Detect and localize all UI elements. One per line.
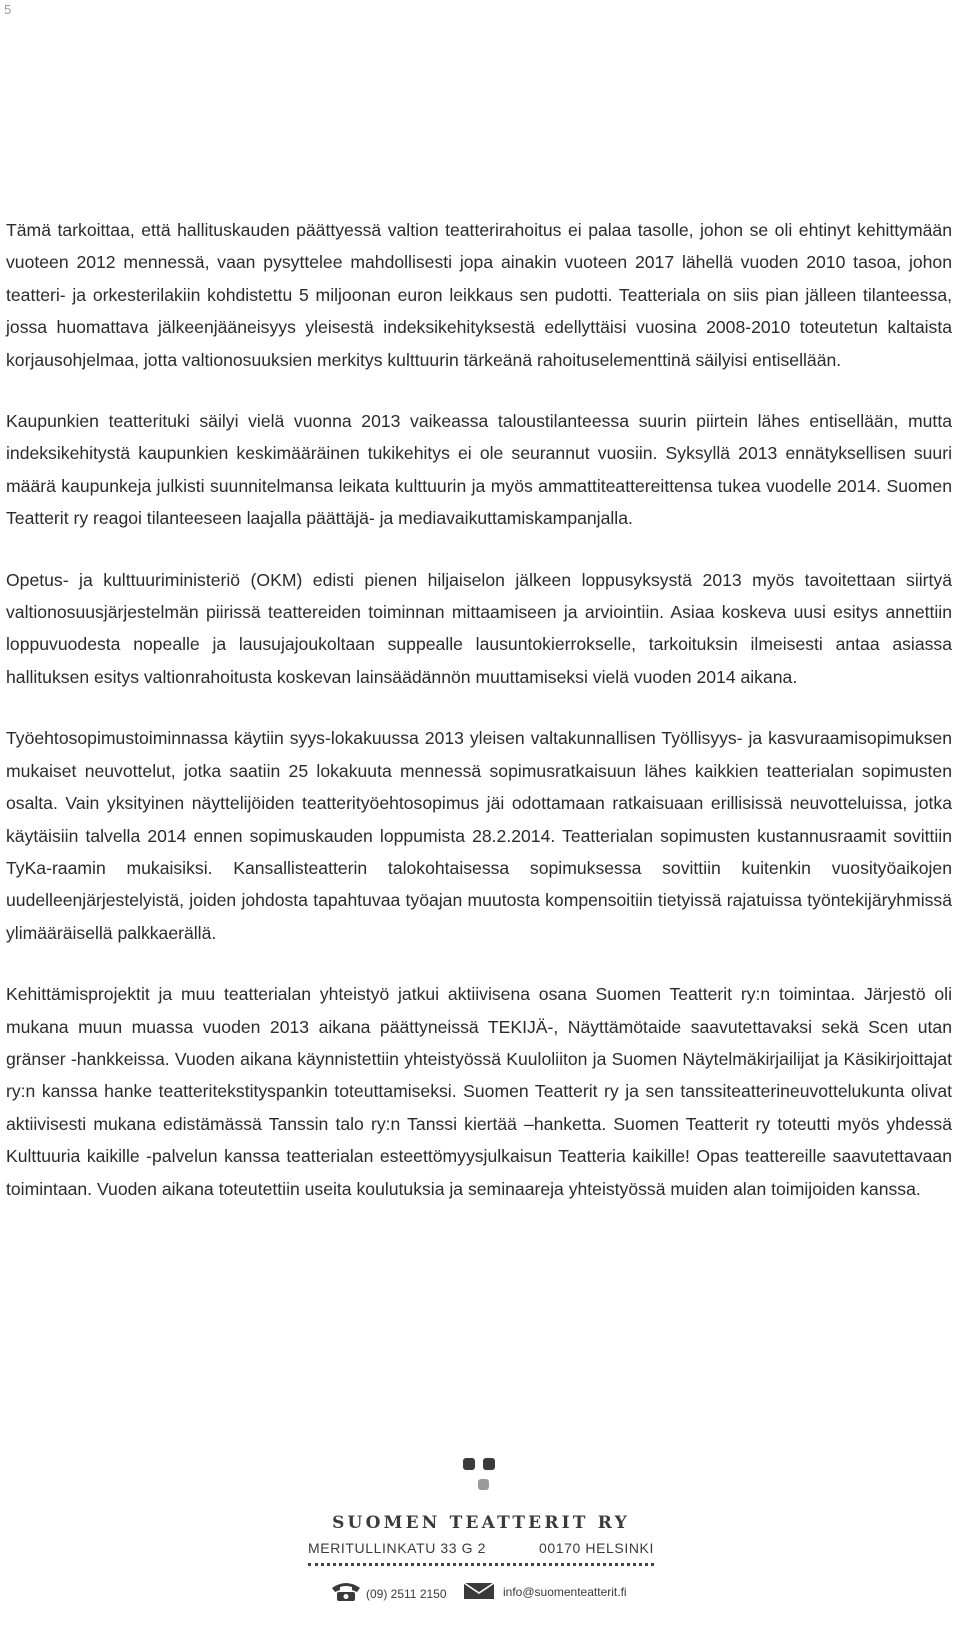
paragraph-budget: Tämä tarkoittaa, että hallituskauden päättyessä valtion teatterirahoitus ei palaa tasolle, johon se oli ehtinyt kehittymään vuoteen 2012 mennessä, vaan pysyttelee mahdollisesti jopa ainakin vuoteen 2017 lähellä vuoden 2010 tasoa, johon teatteri- ja orkesterilakiin kohdistettu 5 miljoonan euron leikkaus sen pudotti. Teatteriala on siis pian jälleen tilanteessa, jossa huomattava jälkeenjääneisyys yleisestä indeksikehityksestä edellyttäisi vuosina 2008-2010 toteutetun kaltaista korjausohjelmaa, jotta valtionosuuksien merkitys kulttuurin tärkeänä rahoituselementtinä säilyisi entisellään.: [6, 220, 952, 370]
phone-icon: [330, 1580, 362, 1605]
email-link[interactable]: info@suomenteatterit.fi: [503, 1585, 627, 1599]
mail-icon: [463, 1581, 497, 1604]
paragraph-collective-agreements: Työehtosopimustoiminnassa käytiin syys-lokakuussa 2013 yleisen valtakunnallisen Työllisyys- ja kasvuraamisopimuksen mukaiset neuvottelut, jotka saatiin 25 lokakuuta mennessä sopimusratkaisuun lähes kaikkien teatterialan sopimusten osalta. Vain yksityinen näyttelijöiden teatterityöehtosopimus jäi odottamaan ratkaisuaan erillisissä neuvotteluissa, jotka käytäisiin talvella 2014 ennen sopimuskauden loppumista 28.2.2014. Teatterialan sopimusten kustannusraamit sovittiin TyKa-raamin mukaisiksi. Kansallisteatterin talokohtaisessa sopimuksessa sovittiin kuitenkin vuosityöaikojen uudelleenjärjestelyistä, joiden johdosta tapahtuvaa työajan muutosta kompensoitiin tietyissä rajatuissa työntekijäryhmissä ylimääräisellä palkkaerällä.: [6, 728, 952, 943]
dotted-divider: [308, 1563, 654, 1566]
body-text: [6, 214, 952, 1234]
paragraph-city-support: Kaupunkien teatterituki säilyi vielä vuonna 2013 vaikeassa taloustilanteessa suurin piirtein lähes entisellään, mutta indeksikehitystä kaupunkien keskimääräinen tukikehitys ei ole seurannut vuosiin. Syksyllä 2013 ennätyksellisen suuri määrä kaupunkeja julkisti suunnitelmansa leikata kulttuurin ja myös ammattiteattereittensa tukea vuodelle 2014. Suomen Teatterit ry reagoi tilanteeseen laajalla päättäjä- ja mediavaikuttamiskampanjalla.: [6, 411, 952, 529]
street-address: MERITULLINKATU 33 G 2: [308, 1540, 487, 1556]
logo-icon: [463, 1458, 505, 1502]
page-number: 5: [4, 2, 12, 17]
paragraph-okm: Opetus- ja kulttuuriministeriö (OKM) edisti pienen hiljaiselon jälkeen loppusyksystä 2013 myös tavoitettaan siirtyä valtionosuusjärjestelmän piirissä teattereiden toiminnan mittaamiseen ja arviointiin. Asiaa koskeva uusi esitys annettiin loppuvuodesta nopealle ja lausujajoukoltaan suppealle lausuntokierrokselle, tarkoituksin ilmeisesti antaa asiassa hallituksen esitys valtionrahoitusta koskevan lainsäädännön muuttamiseksi vielä vuoden 2014 aikana.: [6, 569, 952, 687]
paragraph-development-projects: Kehittämisprojektit ja muu teatterialan yhteistyö jatkui aktiivisena osana Suomen Teatterit ry:n toimintaa. Järjestö oli mukana muun muassa vuoden 2013 aikana päättyneissä TEKIJÄ-, Näyttämötaide saavutettavaksi sekä Scen utan gränser -hankkeissa. Vuoden aikana käynnistettiin yhteistyössä Kuuloliiton ja Suomen Näytelmäkirjailijat ja Käsikirjoittajat ry:n kanssa hanke teatteritekstityspankin toteuttamiseksi. Suomen Teatterit ry ja sen tanssiteatterineuvottelukunta olivat aktiivisesti mukana edistämässä Tanssin talo ry:n Tanssi kiertää –hanketta. Suomen Teatterit ry toteutti myös yhdessä Kulttuuria kaikille -palvelun kanssa teatterialan esteettömyysjulkaisun Teatteria kaikille! Opas teattereille saavutettavaan toimintaan. Vuoden aikana toteutettiin useita koulutuksia ja seminaareja yhteistyössä muiden alan toimijoiden kanssa.: [6, 984, 952, 1199]
postal-city: 00170 HELSINKI: [538, 1540, 654, 1556]
phone-number[interactable]: (09) 2511 2150: [366, 1587, 447, 1601]
organization-name: SUOMEN TEATTERIT RY: [332, 1513, 630, 1533]
contact-info: [330, 1578, 660, 1604]
